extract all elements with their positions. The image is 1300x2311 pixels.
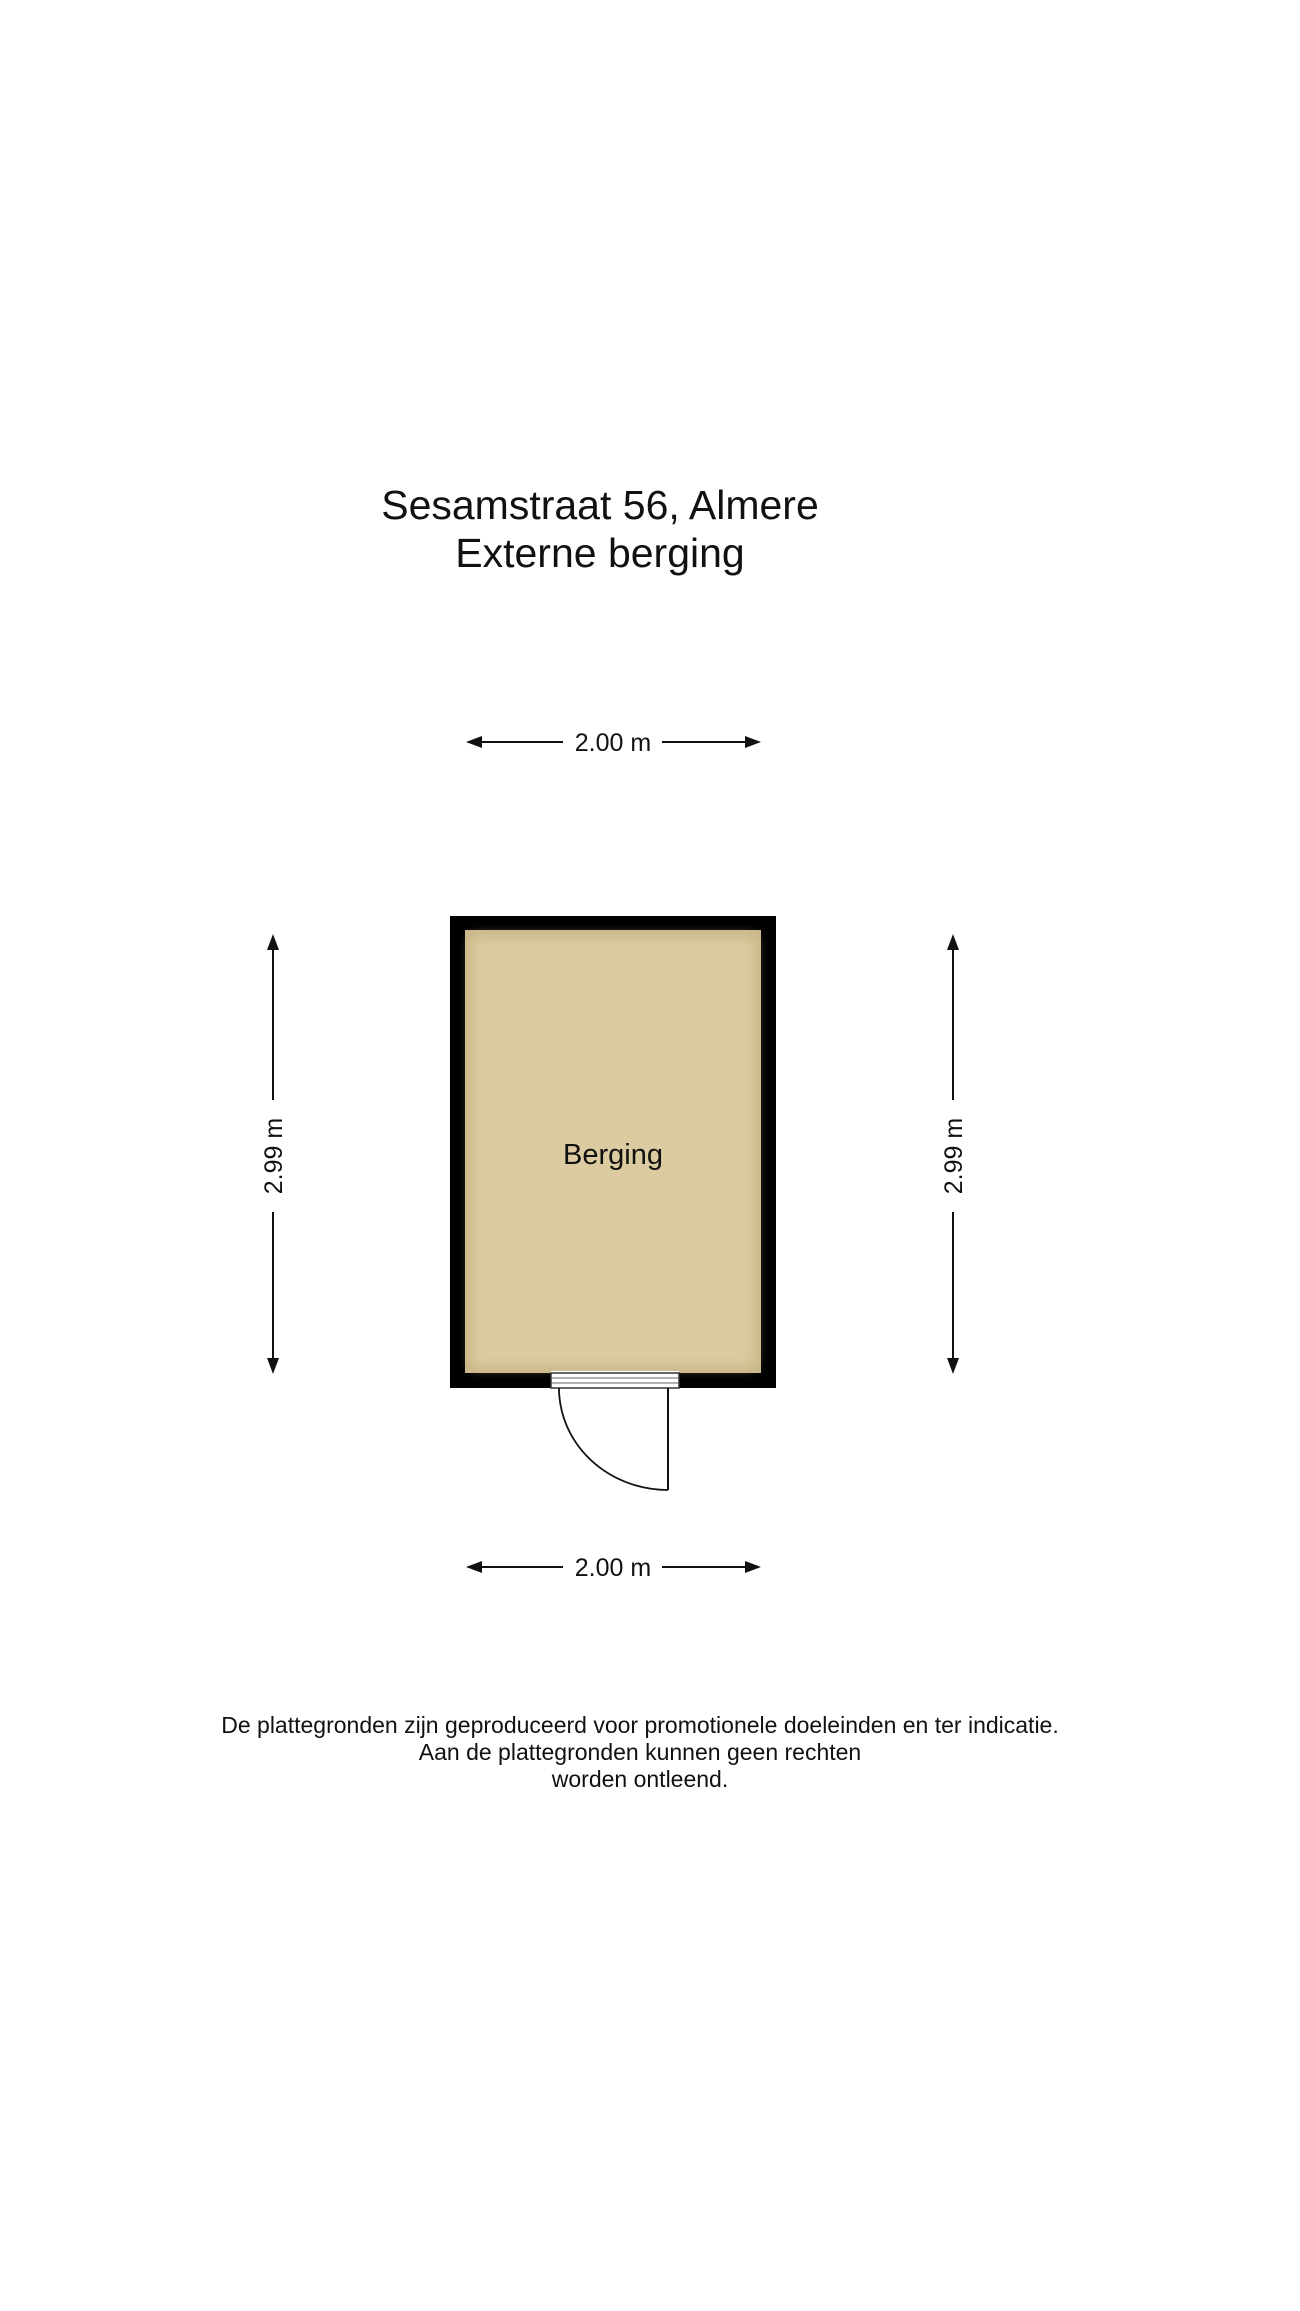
dimension-label-bottom: 2.00 m [574,1554,652,1582]
dimension-label-right: 2.99 m [940,1117,968,1195]
disclaimer-line-2: Aan de plattegronden kunnen geen rechten [418,1739,862,1765]
dimension-bottom [466,1554,761,1582]
dimension-right [940,934,968,1374]
room-label: Berging [563,1139,663,1171]
arrow-down-icon [267,1358,279,1374]
disclaimer-line-1: De plattegronden zijn geproduceerd voor promotionele doeleinden en ter indicatie. [221,1712,1059,1738]
floor-title: Externe berging [455,530,745,576]
dimension-label-left: 2.99 m [260,1117,288,1195]
door [551,1371,679,1490]
dimension-left [260,934,288,1374]
arrow-down-icon [947,1358,959,1374]
arrow-up-icon [267,934,279,950]
arrow-left-icon [466,1561,482,1573]
disclaimer-line-3: worden ontleend. [551,1766,729,1792]
arrow-left-icon [466,736,482,748]
room-berging [450,916,776,1388]
arrow-right-icon [745,736,761,748]
address-title: Sesamstraat 56, Almere [381,482,819,528]
dimension-top [466,729,761,757]
arrow-right-icon [745,1561,761,1573]
arrow-up-icon [947,934,959,950]
door-swing-arc [559,1388,668,1490]
dimension-label-top: 2.00 m [574,729,652,757]
